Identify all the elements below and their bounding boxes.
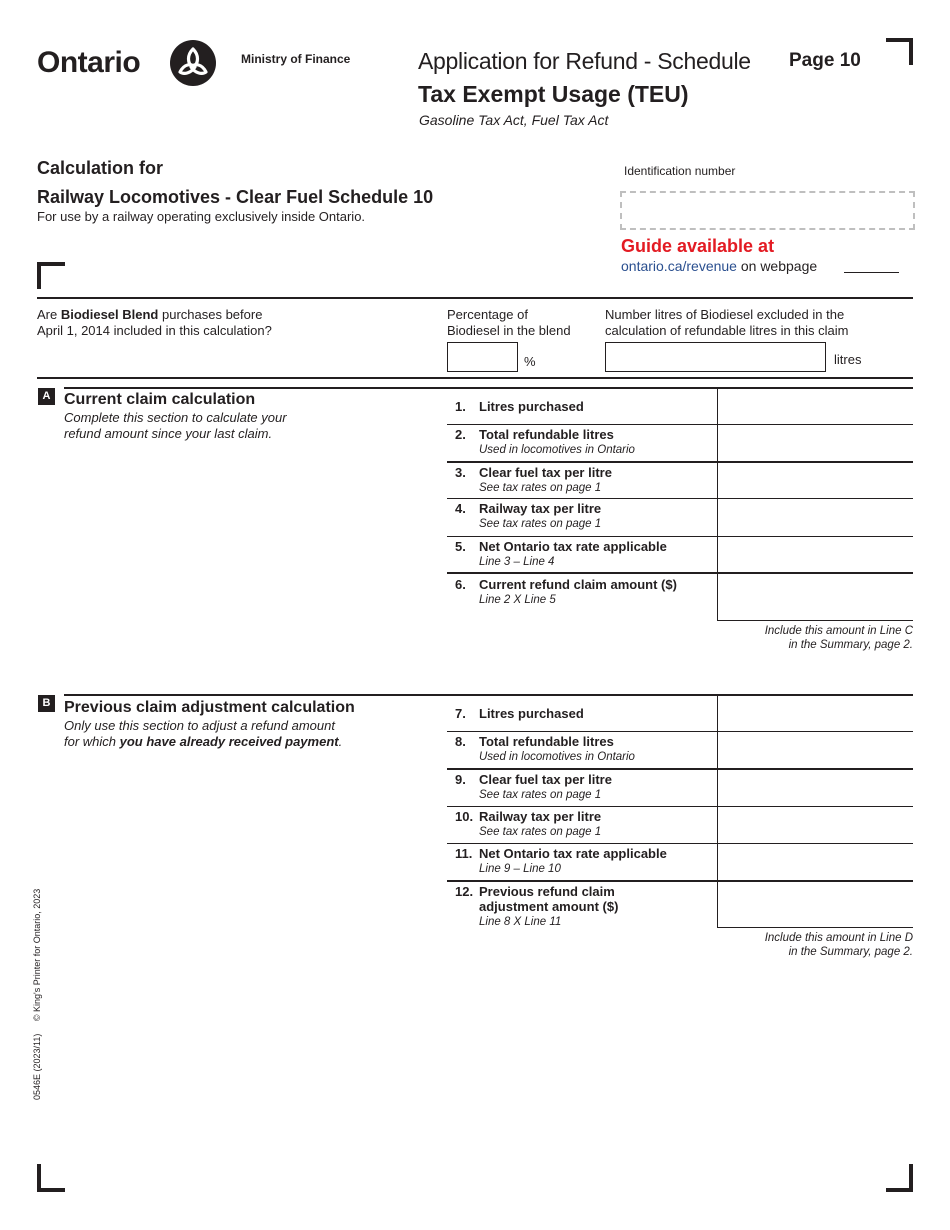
identification-number-input[interactable] [620, 191, 915, 230]
line-2-input[interactable] [717, 425, 914, 461]
percent-unit: % [524, 354, 536, 369]
line-5-label: 5. Net Ontario tax rate applicable Line 3 – Line 4 [455, 539, 667, 568]
line-7-input[interactable] [717, 696, 914, 731]
ministry-name: Ministry of Finance [241, 52, 351, 66]
line-10-input[interactable] [717, 807, 914, 843]
divider-biodiesel [37, 377, 913, 379]
acts-reference: Gasoline Tax Act, Fuel Tax Act [419, 112, 609, 128]
section-b-title: Previous claim adjustment calculation [64, 699, 355, 716]
form-code: 0546E (2023/11) [32, 1033, 42, 1100]
line-4-input[interactable] [717, 499, 914, 536]
section-a-note: Include this amount in Line C in the Summary, page 2. [764, 625, 913, 651]
calc-title-line2: Railway Locomotives - Clear Fuel Schedule 10 [37, 187, 434, 207]
section-a-title: Current claim calculation [64, 391, 256, 408]
row-divider [717, 620, 913, 621]
line-12-label: 12. Previous refund claim adjustment amount ($) Line 8 X Line 11 [455, 884, 619, 928]
line-11-label: 11. Net Ontario tax rate applicable Line 9 – Line 10 [455, 846, 667, 875]
line-9-label: 9. Clear fuel tax per litre See tax rates on page 1 [455, 772, 612, 801]
form-title-line2: Tax Exempt Usage (TEU) [418, 81, 689, 107]
excluded-litres-label: Number litres of Biodiesel excluded in the calculation of refundable litres in this claim [605, 307, 849, 338]
guide-available-text: Guide available at [621, 236, 775, 256]
webpage-suffix: on webpage [740, 258, 818, 274]
page-number: Page 10 [789, 50, 861, 71]
calc-title-line1: Calculation for [37, 158, 164, 178]
percentage-label: Percentage of Biodiesel in the blend [447, 307, 571, 338]
biodiesel-percentage-input[interactable] [447, 342, 518, 372]
copyright: © King's Printer for Ontario, 2023 [32, 888, 42, 1022]
section-b-description: Only use this section to adjust a refund amount for which you have already received payment. [64, 718, 343, 749]
webpage-underline [844, 272, 899, 273]
ontario-logo-text: Ontario [37, 46, 141, 79]
trillium-logo-icon [170, 40, 216, 86]
guide-link-line [621, 258, 817, 274]
line-11-input[interactable] [717, 844, 914, 880]
row-divider [717, 927, 913, 928]
section-b-note: Include this amount in Line D in the Summary, page 2. [764, 932, 913, 958]
line-6-input[interactable] [717, 574, 914, 620]
line-4-label: 4. Railway tax per litre See tax rates on page 1 [455, 501, 602, 530]
biodiesel-question: Are Biodiesel Blend purchases before April 1, 2014 included in this calculation? [37, 307, 272, 338]
line-5-input[interactable] [717, 537, 914, 572]
line-2-label: 2. Total refundable litres Used in locomotives in Ontario [455, 427, 635, 456]
identification-label: Identification number [624, 164, 736, 178]
footer-rotated [32, 889, 42, 1100]
form-title-line1: Application for Refund - Schedule [418, 48, 751, 74]
line-10-label: 10. Railway tax per litre See tax rates on page 1 [455, 809, 602, 838]
line-1-input[interactable] [717, 389, 914, 425]
line-7-label: 7. Litres purchased [455, 706, 584, 721]
calc-subtitle: For use by a railway operating exclusively inside Ontario. [37, 209, 366, 224]
line-8-label: 8. Total refundable litres Used in locomotives in Ontario [455, 734, 635, 763]
excluded-litres-input[interactable] [605, 342, 826, 372]
line-9-input[interactable] [717, 770, 914, 806]
section-b-badge: B [38, 695, 55, 712]
line-12-input[interactable] [717, 882, 914, 927]
section-a-badge: A [38, 388, 55, 405]
litres-unit: litres [834, 352, 862, 367]
line-3-input[interactable] [717, 463, 914, 498]
section-a-description: Complete this section to calculate your refund amount since your last claim. [64, 410, 287, 441]
line-6-label: 6. Current refund claim amount ($) Line 2 X Line 5 [455, 577, 677, 606]
line-8-input[interactable] [717, 732, 914, 768]
divider-top [37, 297, 913, 299]
line-3-label: 3. Clear fuel tax per litre See tax rates on page 1 [455, 465, 612, 494]
line-1-label: 1. Litres purchased [455, 399, 584, 414]
revenue-link[interactable]: ontario.ca/revenue [621, 258, 737, 274]
